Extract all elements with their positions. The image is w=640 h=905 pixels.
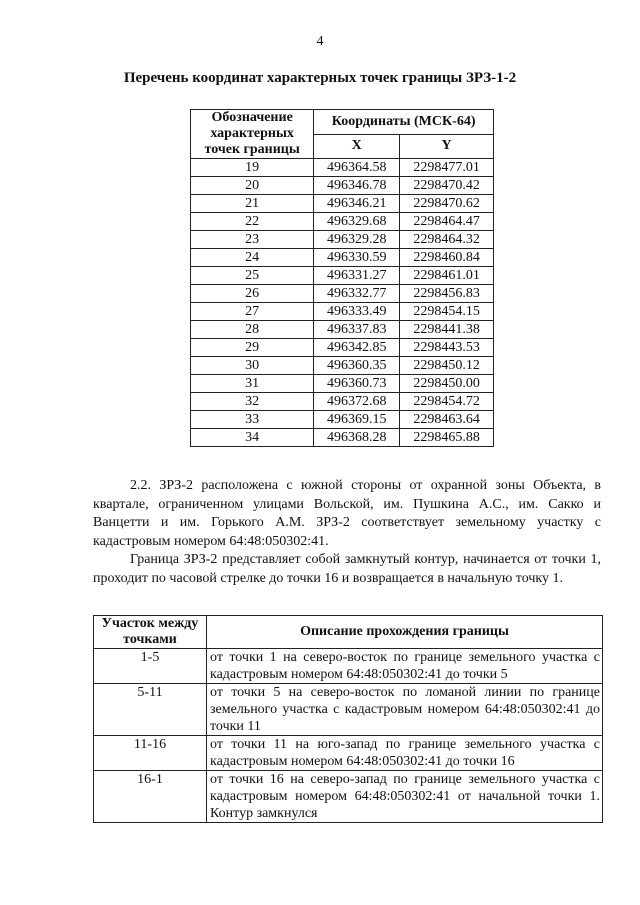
coord-x: 496369.15: [314, 411, 400, 429]
coord-x: 496337.83: [314, 321, 400, 339]
coordinate-row: [191, 249, 494, 267]
point-id: 29: [191, 339, 314, 357]
point-id: 31: [191, 375, 314, 393]
coord-x: 496331.27: [314, 267, 400, 285]
header-y: Y: [400, 134, 494, 159]
coord-y: 2298443.53: [400, 339, 494, 357]
point-id: 19: [191, 159, 314, 177]
coordinate-row: [191, 213, 494, 231]
coord-x: 496368.28: [314, 429, 400, 447]
boundary-route-table: [93, 615, 603, 823]
point-id: 30: [191, 357, 314, 375]
point-id: 21: [191, 195, 314, 213]
coord-y: 2298470.62: [400, 195, 494, 213]
coord-x: 496360.73: [314, 375, 400, 393]
coord-x: 496333.49: [314, 303, 400, 321]
coordinate-row: [191, 285, 494, 303]
header-description: Описание прохождения границы: [207, 616, 603, 649]
route-row: [94, 684, 603, 736]
coordinates-body: [191, 159, 494, 447]
route-description: от точки 11 на юго-запад по границе земельного участка с кадастровым номером 64:48:050302:41 до точки 16: [207, 736, 603, 771]
section-title: Перечень координат характерных точек границы ЗРЗ-1-2: [123, 70, 517, 86]
coordinate-row: [191, 195, 494, 213]
coordinate-row: [191, 393, 494, 411]
coord-x: 496332.77: [314, 285, 400, 303]
page-number: 4: [316, 34, 324, 49]
coord-x: 496329.68: [314, 213, 400, 231]
coord-y: 2298441.38: [400, 321, 494, 339]
coordinate-row: [191, 375, 494, 393]
point-id: 24: [191, 249, 314, 267]
route-row: [94, 649, 603, 684]
route-segment: 5-11: [94, 684, 207, 736]
route-description: от точки 1 на северо-восток по границе земельного участка с кадастровым номером 64:48:050302:41 до точки 5: [207, 649, 603, 684]
point-id: 25: [191, 267, 314, 285]
coord-y: 2298477.01: [400, 159, 494, 177]
point-id: 33: [191, 411, 314, 429]
point-id: 28: [191, 321, 314, 339]
route-row: [94, 736, 603, 771]
header-coords: Координаты (МСК-64): [314, 110, 494, 135]
coord-y: 2298470.42: [400, 177, 494, 195]
point-id: 32: [191, 393, 314, 411]
header-x: X: [314, 134, 400, 159]
point-id: 22: [191, 213, 314, 231]
coord-y: 2298464.47: [400, 213, 494, 231]
coordinate-row: [191, 177, 494, 195]
coordinate-row: [191, 231, 494, 249]
coordinate-row: [191, 411, 494, 429]
point-id: 20: [191, 177, 314, 195]
zone-description: [93, 477, 601, 588]
coordinates-table: [190, 109, 494, 447]
coord-y: 2298461.01: [400, 267, 494, 285]
coord-x: 496330.59: [314, 249, 400, 267]
coordinate-row: [191, 267, 494, 285]
point-id: 27: [191, 303, 314, 321]
coord-x: 496360.35: [314, 357, 400, 375]
route-segment: 16-1: [94, 771, 207, 823]
coord-y: 2298464.32: [400, 231, 494, 249]
route-row: [94, 771, 603, 823]
coord-y: 2298450.00: [400, 375, 494, 393]
coord-y: 2298450.12: [400, 357, 494, 375]
coordinate-row: [191, 303, 494, 321]
coordinate-row: [191, 339, 494, 357]
route-description: от точки 16 на северо-запад по границе земельного участка с кадастровым номером 64:48:050302:41 от начальной точки 1. Контур замкнулся: [207, 771, 603, 823]
header-point-label: Обозначение характерных точек границы: [191, 110, 314, 159]
route-description: от точки 5 на северо-восток по ломаной линии по границе земельного участка с кадастровым номером 64:48:050302:41 до точки 11: [207, 684, 603, 736]
coord-y: 2298454.15: [400, 303, 494, 321]
coordinate-row: [191, 357, 494, 375]
coord-x: 496346.78: [314, 177, 400, 195]
coord-x: 496346.21: [314, 195, 400, 213]
coordinate-row: [191, 429, 494, 447]
coordinate-row: [191, 159, 494, 177]
paragraph-zone-location: 2.2. ЗРЗ-2 расположена с южной стороны от охранной зоны Объекта, в квартале, ограниченном улицами Вольской, им. Пушкина А.С., им. Сакко и Ванцетти и им. Горького А.М. ЗРЗ-2 соответствует земельному участку с кадастровым номером 64:48:050302:41.: [93, 478, 601, 549]
coord-x: 496342.85: [314, 339, 400, 357]
coord-x: 496364.58: [314, 159, 400, 177]
coord-y: 2298465.88: [400, 429, 494, 447]
coord-y: 2298456.83: [400, 285, 494, 303]
coord-x: 496372.68: [314, 393, 400, 411]
coord-y: 2298454.72: [400, 393, 494, 411]
route-segment: 11-16: [94, 736, 207, 771]
coordinate-row: [191, 321, 494, 339]
point-id: 26: [191, 285, 314, 303]
point-id: 23: [191, 231, 314, 249]
point-id: 34: [191, 429, 314, 447]
route-segment: 1-5: [94, 649, 207, 684]
route-body: [94, 649, 603, 823]
coord-y: 2298463.64: [400, 411, 494, 429]
coord-x: 496329.28: [314, 231, 400, 249]
coord-y: 2298460.84: [400, 249, 494, 267]
header-segment: Участок между точками: [94, 616, 207, 649]
paragraph-boundary-contour: Граница ЗРЗ-2 представляет собой замкнутый контур, начинается от точки 1, проходит по часовой стрелке до точки 16 и возвращается в начальную точку 1.: [93, 552, 601, 586]
